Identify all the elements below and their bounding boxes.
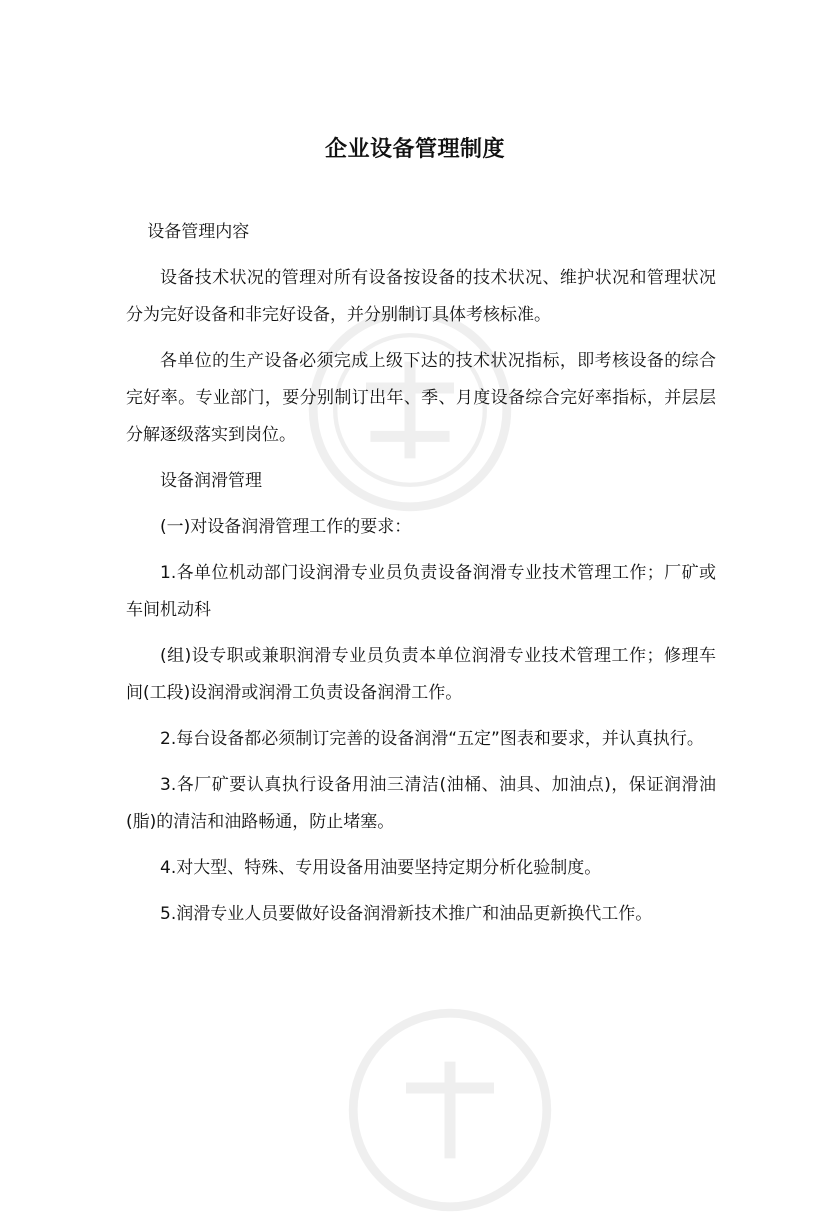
subsection-heading: (一)对设备润滑管理工作的要求： (160, 517, 412, 537)
list-item: 5.润滑专业人员要做好设备润滑新技术推广和油品更新换代工作。 (160, 904, 653, 924)
list-item: 4.对大型、特殊、专用设备用油要坚持定期分析化验制度。 (160, 858, 602, 878)
watermark-seal-icon (340, 1000, 560, 1220)
list-item: 2.每台设备都必须制订完善的设备润滑“五定”图表和要求，并认真执行。 (160, 729, 704, 749)
paragraph: 设备技术状况的管理对所有设备按设备的技术状况、维护状况和管理状况分为完好设备和非完好设备，并分别制订具体考核标准。 (126, 268, 716, 325)
document-title: 企业设备管理制度 (324, 136, 505, 162)
list-item: 3.各厂矿要认真执行设备用油三清洁(油桶、油具、加油点)，保证润滑油(脂)的清洁和油路畅通，防止堵塞。 (126, 775, 716, 832)
list-item: 1.各单位机动部门设润滑专业员负责设备润滑专业技术管理工作；厂矿或车间机动科 (126, 563, 716, 620)
section-heading: 设备管理内容 (147, 222, 250, 242)
paragraph: (组)设专职或兼职润滑专业员负责本单位润滑专业技术管理工作；修理车间(工段)设润滑或润滑工负责设备润滑工作。 (126, 646, 716, 703)
paragraph: 各单位的生产设备必须完成上级下达的技术状况指标，即考核设备的综合完好率。专业部门，要分别制订出年、季、月度设备综合完好率指标，并层层分解逐级落实到岗位。 (126, 351, 716, 445)
section-heading: 设备润滑管理 (160, 471, 262, 491)
document-body (126, 214, 716, 942)
